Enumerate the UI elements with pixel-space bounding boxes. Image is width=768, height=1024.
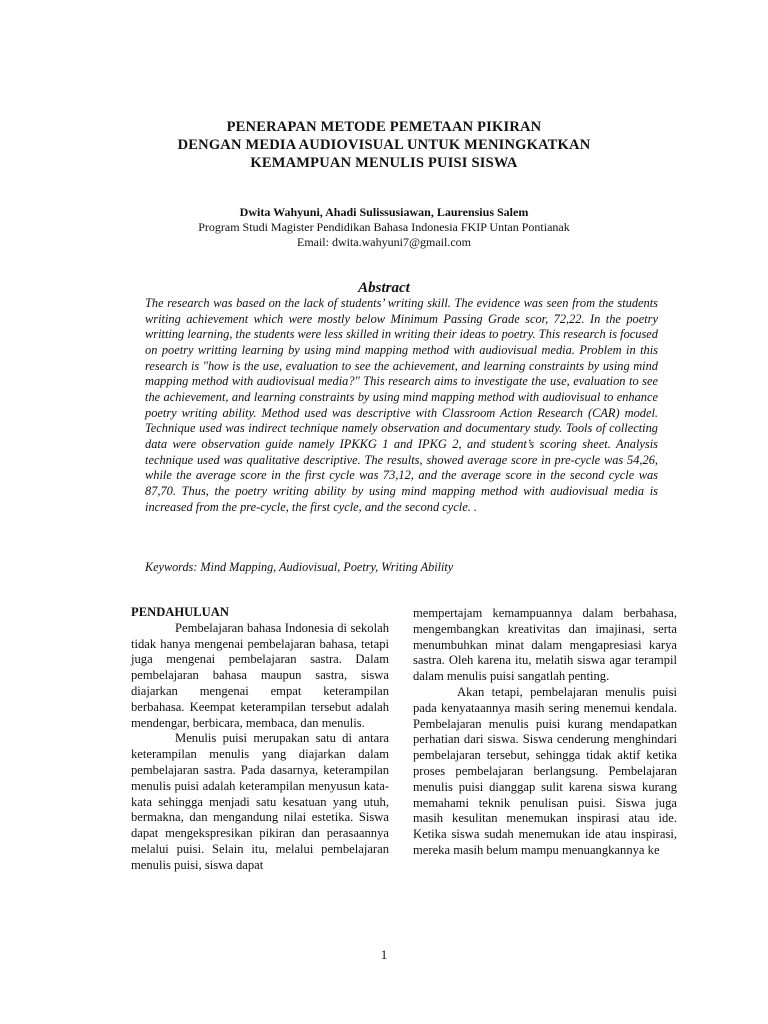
authors: Dwita Wahyuni, Ahadi Sulissusiawan, Laurensius Salem	[239, 205, 529, 219]
page-number: 1	[380, 947, 388, 962]
author-email: Email: dwita.wahyuni7@gmail.com	[296, 235, 472, 249]
title-line-2: DENGAN MEDIA AUDIOVISUAL UNTUK MENINGKATKAN	[177, 137, 591, 153]
abstract-text: The research was based on the lack of students’ writing skill. The evidence was seen from the students writing achievement which were mostly below Minimum Passing Grade scor, 72,22. In the poetry writting learning, the students were less skilled in writing their ideas to poetry. This research is focused on poetry writting learning by using mind mapping method with audiovisual media. Problem in this research is "how is the use, evaluation to see the achievement, and learning constraints by using mind mapping method with audiovisual media?" This research aims to investigate the use, evaluation to see the achievement, and learning constraints by using mind mapping method with audiovisual to enhance poetry writing ability. Method used was descriptive with Classroom Action Research (CAR) model. Technique used was indirect technique namely observation and documentary study. Tools of collecting data were observation guide namely IPKKG 1 and IPKG 2, and student’s scoring sheet. Analysis technique used was qualitative descriptive. The results, showed average score in pre-cycle was 54,26, while the average score in the first cycle was 73,12, and the average score in the second cycle was 87,70. Thus, the poetry writing ability by using mind mapping method with audiovisual media is increased from the pre-cycle, the first cycle, and the second cycle. .	[145, 296, 658, 514]
section-heading: PENDAHULUAN	[131, 605, 229, 619]
paragraph: Menulis puisi merupakan satu di antara keterampilan menulis yang diajarkan dalam pembelajaran sastra. Pada dasarnya, keterampilan menulis puisi adalah keterampilan menyusun kata-kata sehingga menjadi satu kesatuan yang utuh, bermakna, dan mengandung nilai estetika. Siswa dapat mengekspresikan pikiran dan perasaannya melalui puisi. Selain itu, melalui pembelajaran menulis puisi, siswa dapat	[131, 731, 389, 872]
body-column-right	[413, 606, 677, 859]
keywords: Keywords: Mind Mapping, Audiovisual, Poetry, Writing Ability	[145, 560, 454, 574]
body-column-left	[131, 605, 389, 874]
title-line-3: KEMAMPUAN MENULIS PUISI SISWA	[250, 155, 518, 171]
abstract-heading: Abstract	[358, 280, 410, 296]
paragraph: Pembelajaran bahasa Indonesia di sekolah tidak hanya mengenai pembelajaran bahasa, tetapi juga mengenai pembelajaran sastra. Dalam pembelajaran bahasa maupun sastra, siswa diajarkan mengenai empat keterampilan berbahasa. Keempat keterampilan tersebut adalah mendengar, berbicara, membaca, dan menulis.	[131, 620, 389, 730]
paragraph: mempertajam kemampuannya dalam berbahasa, mengembangkan kreativitas dan imajinasi, serta menumbuhkan minat dalam mengapresiasi karya sastra. Oleh karena itu, melatih siswa agar terampil dalam menulis puisi sangatlah penting.	[413, 606, 677, 684]
paper-title	[0, 118, 768, 172]
paragraph: Akan tetapi, pembelajaran menulis puisi pada kenyataannya masih sering menemui kendala. Pembelajaran menulis puisi kurang mendapatkan perhatian dari siswa. Siswa cenderung menghindari pembelajaran tersebut, sehingga tidak aktif ketika proses pembelajaran berlangsung. Pembelajaran menulis puisi dianggap sulit karena siswa kurang memahami teknik penulisan puisi. Siswa juga masih kesulitan menemukan inspirasi atau ide. Ketika siswa sudah menemukan ide atau inspirasi, mereka masih belum mampu menuangkannya ke	[413, 684, 677, 857]
title-line-1: PENERAPAN METODE PEMETAAN PIKIRAN	[226, 119, 542, 135]
affiliation: Program Studi Magister Pendidikan Bahasa Indonesia FKIP Untan Pontianak	[198, 220, 570, 234]
